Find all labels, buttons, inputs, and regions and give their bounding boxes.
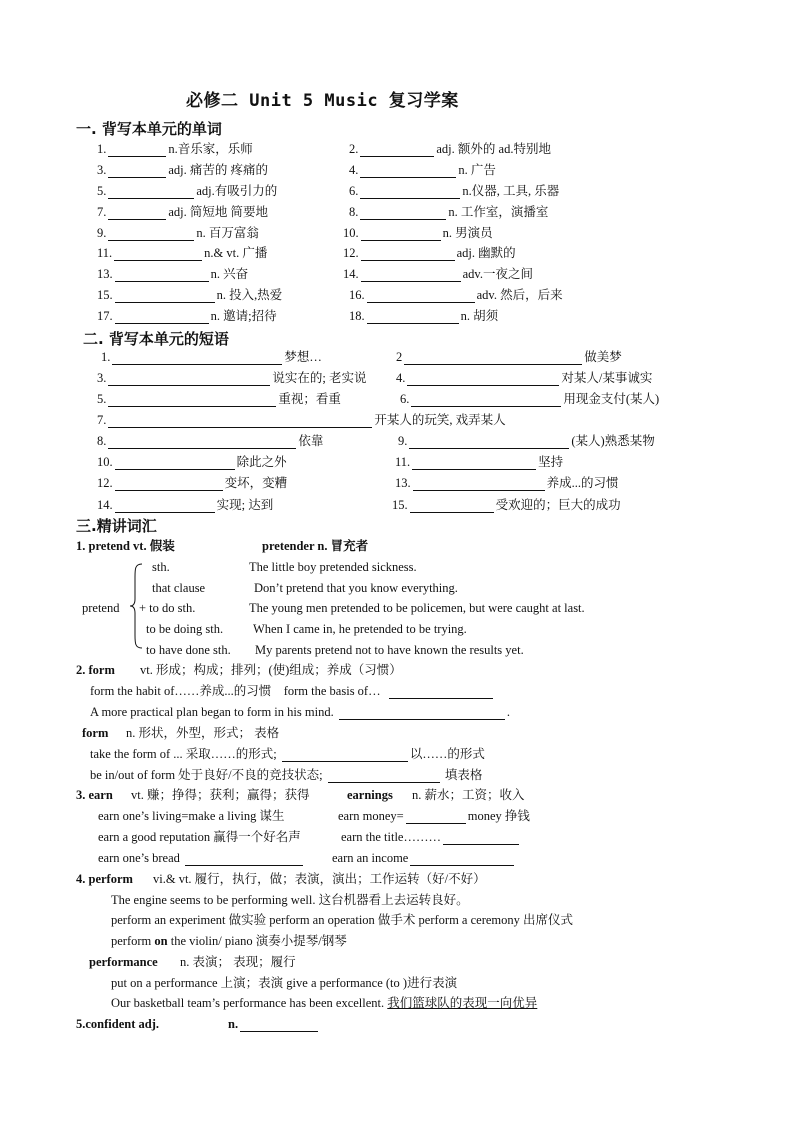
blank[interactable] [114, 248, 202, 261]
blank[interactable] [112, 352, 282, 365]
blank[interactable] [407, 373, 559, 386]
blank[interactable] [115, 478, 223, 491]
perform-definition: vi.& vt. 履行，执行，做；表演，演出；工作运转（好/不好） [153, 872, 486, 886]
phrase-item-11: 11. 坚持 [395, 455, 564, 469]
blank[interactable] [443, 832, 519, 845]
blank[interactable] [108, 228, 194, 241]
earnings-word: earnings [347, 788, 393, 802]
phrase-item-3: 3. 说实在的; 老实说 [97, 371, 367, 385]
blank[interactable] [404, 352, 582, 365]
pretend-example: Don’t pretend that you know everything. [254, 581, 458, 595]
form-definition: vt. 形成；构成；排列；(使)组成；养成（习惯） [140, 663, 402, 677]
blank[interactable] [411, 394, 561, 407]
word-item-3: 3. adj. 痛苦的 疼痛的 [97, 163, 269, 177]
word-item-2: 2. adj. 额外的 ad.特别地 [349, 142, 551, 156]
word-item-10: 10. n. 男演员 [343, 226, 493, 240]
confident-noun: n. [228, 1016, 320, 1032]
phrase-item-15: 15. 受欢迎的；巨大的成功 [392, 498, 621, 512]
blank[interactable] [339, 707, 505, 720]
perform-line: put on a performance 上演；表演 give a performance (to )进行表演 [111, 976, 458, 990]
blank[interactable] [108, 415, 372, 428]
blank[interactable] [406, 811, 466, 824]
word-item-16: 16. adv. 然后，后来 [349, 288, 563, 302]
earn-definition: vt. 赚；挣得；获利；赢得；获得 [131, 788, 310, 802]
phrase-item-14: 14. 实现; 达到 [97, 498, 274, 512]
phrase-item-5: 5. 重视；看重 [97, 392, 341, 406]
phrase-item-2: 2 做美梦 [396, 350, 622, 364]
pretender-heading: pretender n. 冒充者 [262, 539, 369, 553]
blank[interactable] [360, 144, 434, 157]
pretend-example: The little boy pretended sickness. [249, 560, 417, 574]
blank[interactable] [115, 290, 215, 303]
earn-line-3b: earn an income [332, 850, 516, 866]
word-item-9: 9. n. 百万富翁 [97, 226, 259, 240]
blank[interactable] [115, 457, 235, 470]
earnings-definition: n. 薪水；工资；收入 [412, 788, 525, 802]
pretend-pattern: that clause [152, 581, 206, 595]
form-line: A more practical plan began to form in his mind. . [90, 705, 510, 719]
word-item-14: 14. adv.一夜之间 [343, 267, 533, 281]
phrase-item-6: 6. 用现金支付(某人) [400, 392, 660, 406]
blank[interactable] [410, 500, 494, 513]
pretend-example: The young men pretended to be policemen, but were caught at last. [249, 601, 585, 615]
earn-heading: 3. earn [76, 788, 113, 802]
phrase-item-4: 4. 对某人/某事诚实 [396, 371, 653, 385]
section2-heading: 二. 背写本单元的短语 [83, 330, 229, 348]
word-item-7: 7. adj. 简短地 简要地 [97, 205, 269, 219]
pretend-pattern: to have done sth. [146, 643, 231, 657]
earn-line-2b: earn the title……… [341, 829, 521, 845]
phrase-item-9: 9. (某人)熟悉某物 [398, 434, 655, 448]
phrase-item-7: 7. 开某人的玩笑, 戏弄某人 [97, 413, 506, 427]
perform-line: perform an experiment 做实验 perform an operation 做手术 perform a ceremony 出席仪式 [111, 913, 574, 927]
blank[interactable] [409, 436, 569, 449]
earn-line-1b: earn money= money 挣钱 [338, 809, 530, 823]
form-heading: 2. form [76, 663, 115, 677]
pretend-pattern: to be doing sth. [146, 622, 224, 636]
confident-heading: 5.confident adj. [76, 1017, 159, 1031]
phrase-item-8: 8. 依靠 [97, 434, 324, 448]
phrase-item-13: 13. 养成...的习惯 [395, 476, 619, 490]
blank[interactable] [108, 373, 270, 386]
blank[interactable] [240, 1019, 318, 1032]
blank[interactable] [410, 853, 514, 866]
blank[interactable] [412, 457, 536, 470]
perform-line: The engine seems to be performing well. 这台机器看上去运转良好。 [111, 893, 469, 907]
blank[interactable] [108, 165, 166, 178]
performance-definition: n. 表演； 表现；履行 [180, 955, 296, 969]
perform-heading: 4. perform [76, 872, 133, 886]
form-noun-definition: n. 形状，外型，形式； 表格 [126, 726, 280, 740]
blank[interactable] [115, 500, 215, 513]
phrase-item-10: 10. 除此之外 [97, 455, 287, 469]
blank[interactable] [328, 770, 440, 783]
blank[interactable] [361, 228, 441, 241]
word-item-18: 18. n. 胡须 [349, 309, 499, 323]
blank[interactable] [108, 207, 166, 220]
section1-heading: 一. 背写本单元的单词 [76, 120, 222, 138]
blank[interactable] [108, 394, 276, 407]
word-item-4: 4. n. 广告 [349, 163, 496, 177]
blank[interactable] [367, 311, 459, 324]
phrase-item-1: 1. 梦想… [101, 350, 322, 364]
pretend-heading: 1. pretend vt. 假装 [76, 539, 175, 553]
phrase-item-12: 12. 变坏，变糟 [97, 476, 288, 490]
earn-line-3: earn one’s bread [98, 850, 305, 866]
word-item-11: 11. n.& vt. 广播 [97, 246, 268, 260]
word-item-17: 17. n. 邀请;招待 [97, 309, 277, 323]
blank[interactable] [361, 248, 455, 261]
blank[interactable] [361, 269, 461, 282]
performance-word: performance [89, 955, 158, 969]
word-item-5: 5. adj.有吸引力的 [97, 184, 278, 198]
word-item-12: 12. adj. 幽默的 [343, 246, 516, 260]
word-item-6: 6. n.仪器, 工具, 乐器 [349, 184, 560, 198]
word-item-1: 1. n.音乐家，乐师 [97, 142, 253, 156]
perform-line: perform on the violin/ piano 演奏小提琴/钢琴 [111, 934, 347, 948]
perform-line: Our basketball team’s performance has been excellent. 我们篮球队的表现一向优异 [111, 996, 538, 1010]
blank[interactable] [115, 311, 209, 324]
pretend-pattern: + to do sth. [139, 601, 196, 615]
pretend-example: When I came in, he pretended to be trying. [253, 622, 467, 636]
blank[interactable] [360, 186, 460, 199]
page-title: 必修二 Unit 5 Music 复习学案 [186, 91, 459, 111]
section3-heading: 三.精讲词汇 [76, 517, 157, 535]
blank[interactable] [367, 290, 475, 303]
form-line: take the form of ... 采取……的形式; 以……的形式 [90, 747, 485, 761]
blank[interactable] [115, 269, 209, 282]
pretend-pattern: sth. [152, 560, 170, 574]
earn-line-2: earn a good reputation 赢得一个好名声 [98, 830, 301, 844]
form-line: be in/out of form 处于良好/不良的竞技状态; 填表格 [90, 768, 483, 782]
blank[interactable] [360, 207, 446, 220]
blank[interactable] [413, 478, 545, 491]
blank[interactable] [389, 686, 493, 699]
word-item-8: 8. n. 工作室，演播室 [349, 205, 549, 219]
blank[interactable] [108, 144, 166, 157]
form-noun-word: form [82, 726, 109, 740]
blank[interactable] [185, 853, 303, 866]
blank[interactable] [282, 749, 408, 762]
word-item-13: 13. n. 兴奋 [97, 267, 249, 281]
blank[interactable] [360, 165, 456, 178]
blank[interactable] [108, 436, 296, 449]
earn-line-1: earn one’s living=make a living 谋生 [98, 809, 285, 823]
word-item-15: 15. n. 投入,热爱 [97, 288, 283, 302]
pretend-label: pretend [82, 601, 120, 615]
form-line: form the habit of……养成...的习惯 form the basis of… [90, 683, 495, 699]
blank[interactable] [108, 186, 194, 199]
pretend-example: My parents pretend not to have known the results yet. [255, 643, 524, 657]
